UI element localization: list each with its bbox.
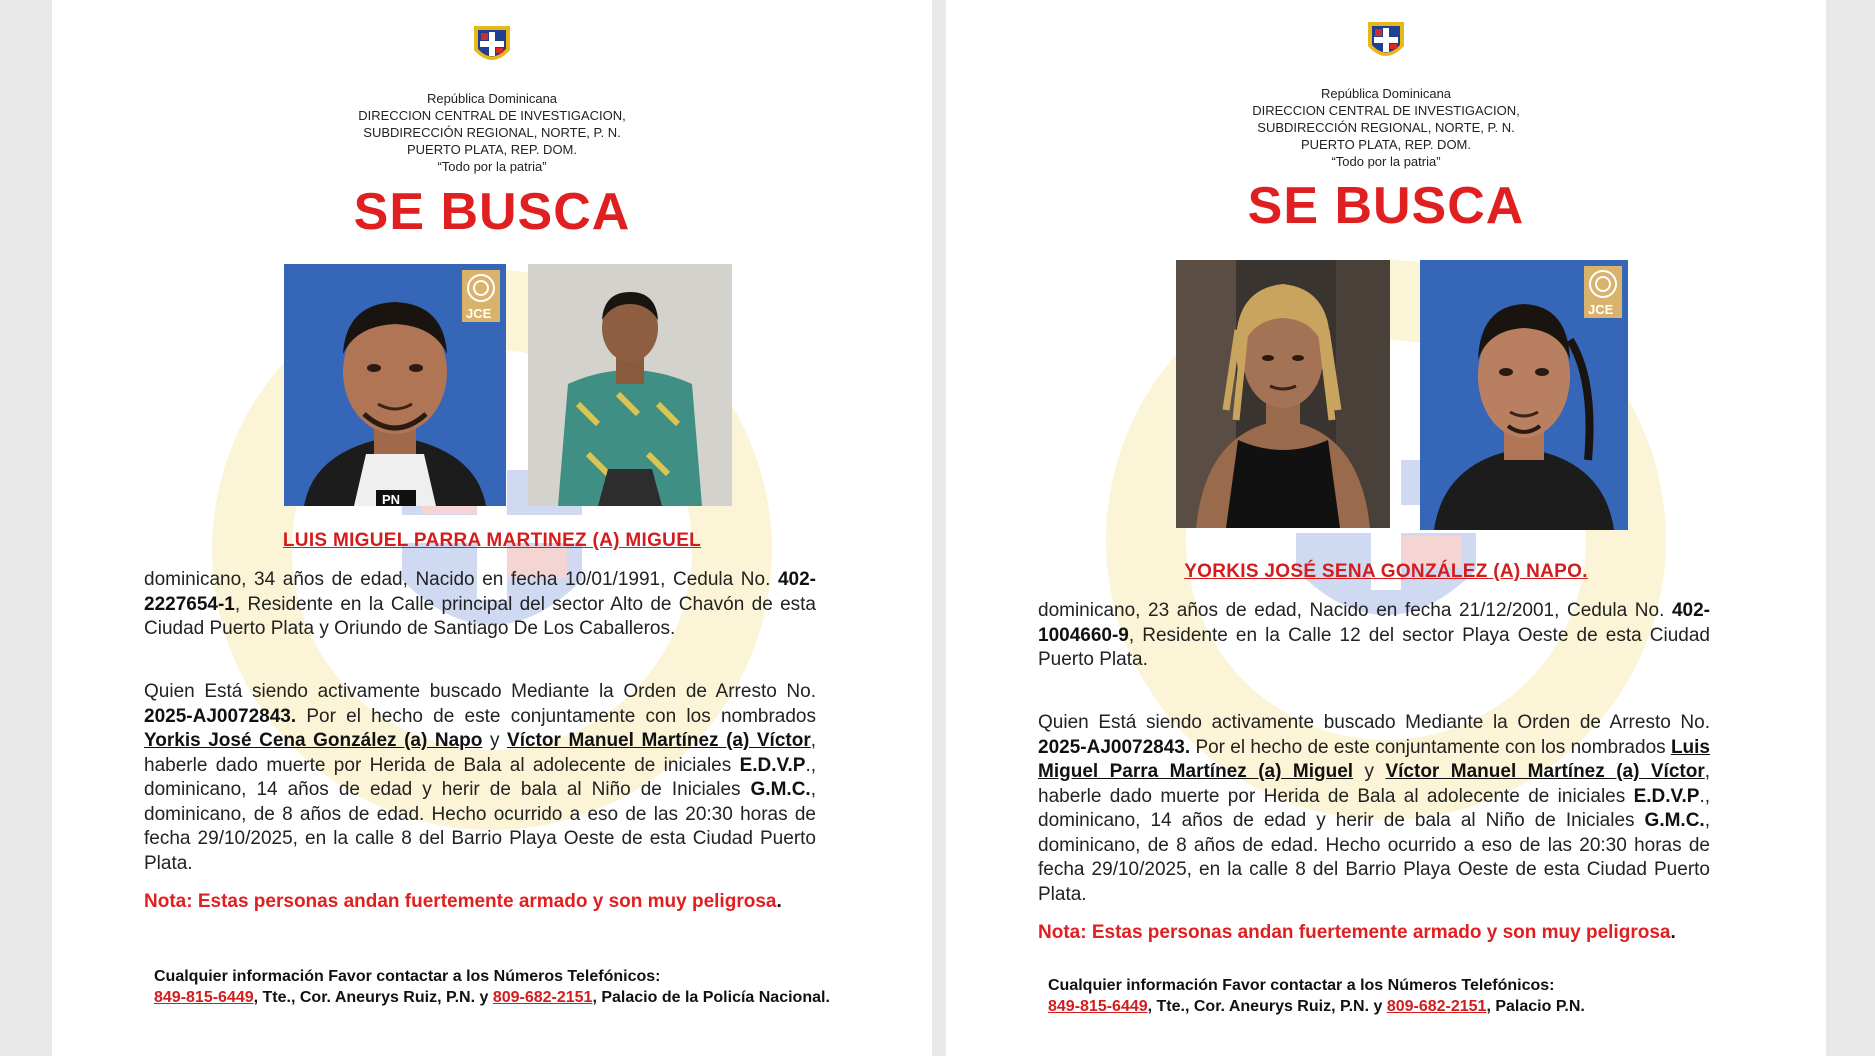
pn-badge: PN [382, 492, 401, 506]
cedula-number: 402-2227654-1 [144, 569, 816, 615]
accomplice-name: Yorkis José Cena González (a) Napo [144, 730, 483, 751]
note-end: . [776, 891, 782, 912]
contact-intro: Cualquier información Favor contactar a los Números Telefónicos: [154, 968, 661, 985]
agency-header [52, 90, 932, 175]
wanted-poster-left [52, 0, 932, 1056]
suspect-photo-id [1420, 260, 1628, 530]
header-country: República Dominicana [426, 91, 558, 106]
contact-info [1048, 975, 1728, 1017]
wanted-poster-right [946, 0, 1826, 1056]
contact-intro: Cualquier información Favor contactar a los Números Telefónicos: [1048, 977, 1555, 994]
bio-text: dominicano, 34 años de edad, Nacido en fecha 10/01/1991, Cedula No. [144, 569, 771, 590]
warrant-text: Por el hecho de este conjuntamente con los nombrados [296, 705, 816, 727]
contact-end: , Palacio P.N. [1486, 998, 1585, 1015]
warrant-number: 2025-AJ0072843. [1038, 736, 1191, 758]
header-motto: “Todo por la patria” [1331, 154, 1441, 169]
warrant-text: ., dominicano, 14 años de edad y herir de bala al Niño de Iniciales [1038, 785, 1710, 831]
accomplice-name: Víctor Manuel Martínez (a) Víctor [1385, 761, 1705, 782]
warrant-text: y [482, 730, 508, 751]
accomplice-name: Víctor Manuel Martínez (a) Víctor [507, 730, 811, 751]
suspect-bio [1038, 599, 1710, 673]
warrant-text: ., dominicano, 14 años de edad y herir de bala al Niño de Iniciales [144, 754, 816, 800]
suspect-name [946, 561, 1826, 583]
police-seal-icon [1364, 18, 1408, 66]
accomplice-name: Luis Miguel Parra Martínez (a) Miguel [1038, 736, 1710, 782]
warrant-text: , haberle dado muerte por Herida de Bala al adolecente de iniciales [1038, 761, 1711, 807]
wanted-title: SE BUSCA [1247, 177, 1525, 235]
suspect-photo-id [284, 264, 506, 506]
contact-person: , Tte., Cor. Aneurys Ruiz, P.N. y [253, 989, 493, 1006]
suspect-name: LUIS MIGUEL PARRA MARTINEZ (A) MIGUEL [282, 530, 702, 551]
agency-header [946, 85, 1826, 170]
cedula-number: 402-1004660-9 [1038, 600, 1710, 646]
warrant-text: , haberle dado muerte por Herida de Bala al adolecente de iniciales [144, 730, 817, 776]
warrant-number: 2025-AJ0072843. [144, 705, 297, 727]
arrest-warrant-details [1038, 711, 1710, 907]
victim-initials: E.D.V.P [739, 754, 806, 776]
header-motto: “Todo por la patria” [437, 159, 547, 174]
warrant-text: y [1353, 761, 1386, 782]
warrant-text: , dominicano, de 8 años de edad. Hecho ocurrido a eso de las 20:30 horas de fecha 29/10/2025, en la calle 8 del Barrio Playa Oeste de esta Ciudad Puerto Plata. [144, 779, 816, 874]
phone-link[interactable]: 849-815-6449 [1048, 998, 1148, 1015]
header-location: PUERTO PLATA, REP. DOM. [1300, 137, 1471, 152]
jce-badge: JCE [466, 306, 492, 321]
wanted-title: SE BUSCA [353, 183, 631, 241]
header-agency: DIRECCION CENTRAL DE INVESTIGACION, [1252, 103, 1520, 118]
bio-text: dominicano, 23 años de edad, Nacido en fecha 21/12/2001, Cedula No. [1038, 600, 1665, 621]
victim-initials: G.M.C. [750, 779, 811, 800]
phone-link[interactable]: 849-815-6449 [154, 989, 254, 1006]
header-country: República Dominicana [1320, 86, 1452, 101]
contact-person: , Tte., Cor. Aneurys Ruiz, P.N. y [1147, 998, 1387, 1015]
danger-note [144, 890, 816, 914]
suspect-bio [144, 568, 816, 642]
contact-info [154, 966, 834, 1008]
bio-residence: , Residente en la Calle principal del sector Alto de Chavón de esta Ciudad Puerto Plata y Oriundo de Santiago De Los Caballeros. [144, 593, 816, 639]
header-division: SUBDIRECCIÓN REGIONAL, NORTE, P. N. [363, 125, 621, 140]
warrant-intro: Quien Está siendo activamente buscado Mediante la Orden de Arresto No. [1038, 712, 1710, 733]
header-agency: DIRECCION CENTRAL DE INVESTIGACION, [358, 108, 626, 123]
suspect-photo-full [528, 264, 732, 506]
note-text: Nota: Estas personas andan fuertemente armado y son muy peligrosa [144, 891, 777, 912]
jce-badge: JCE [1588, 302, 1614, 317]
phone-link[interactable]: 809-682-2151 [492, 989, 593, 1006]
bio-residence: , Residente en la Calle 12 del sector Playa Oeste de esta Ciudad Puerto Plata. [1038, 624, 1710, 670]
note-end: . [1670, 922, 1676, 943]
victim-initials: E.D.V.P [1633, 785, 1700, 807]
suspect-name-end: . [1582, 561, 1588, 582]
warrant-intro: Quien Está siendo activamente buscado Mediante la Orden de Arresto No. [144, 681, 816, 702]
contact-end: , Palacio de la Policía Nacional. [592, 989, 830, 1006]
victim-initials: G.M.C. [1644, 810, 1705, 831]
arrest-warrant-details [144, 680, 816, 876]
note-text: Nota: Estas personas andan fuertemente armado y son muy peligrosa [1038, 922, 1671, 943]
phone-link[interactable]: 809-682-2151 [1386, 998, 1487, 1015]
police-seal-icon [470, 22, 514, 70]
suspect-photo-full [1176, 260, 1390, 528]
header-location: PUERTO PLATA, REP. DOM. [406, 142, 577, 157]
header-division: SUBDIRECCIÓN REGIONAL, NORTE, P. N. [1257, 120, 1515, 135]
warrant-text: Por el hecho de este conjuntamente con los nombrados [1190, 736, 1671, 758]
danger-note [1038, 921, 1710, 945]
suspect-name-text: YORKIS JOSÉ SENA GONZÁLEZ (A) NAPO [1184, 561, 1583, 582]
warrant-text: , dominicano, de 8 años de edad. Hecho ocurrido a eso de las 20:30 horas de fecha 29/10/2025, en la calle 8 del Barrio Playa Oeste de esta Ciudad Puerto Plata. [1038, 810, 1710, 905]
